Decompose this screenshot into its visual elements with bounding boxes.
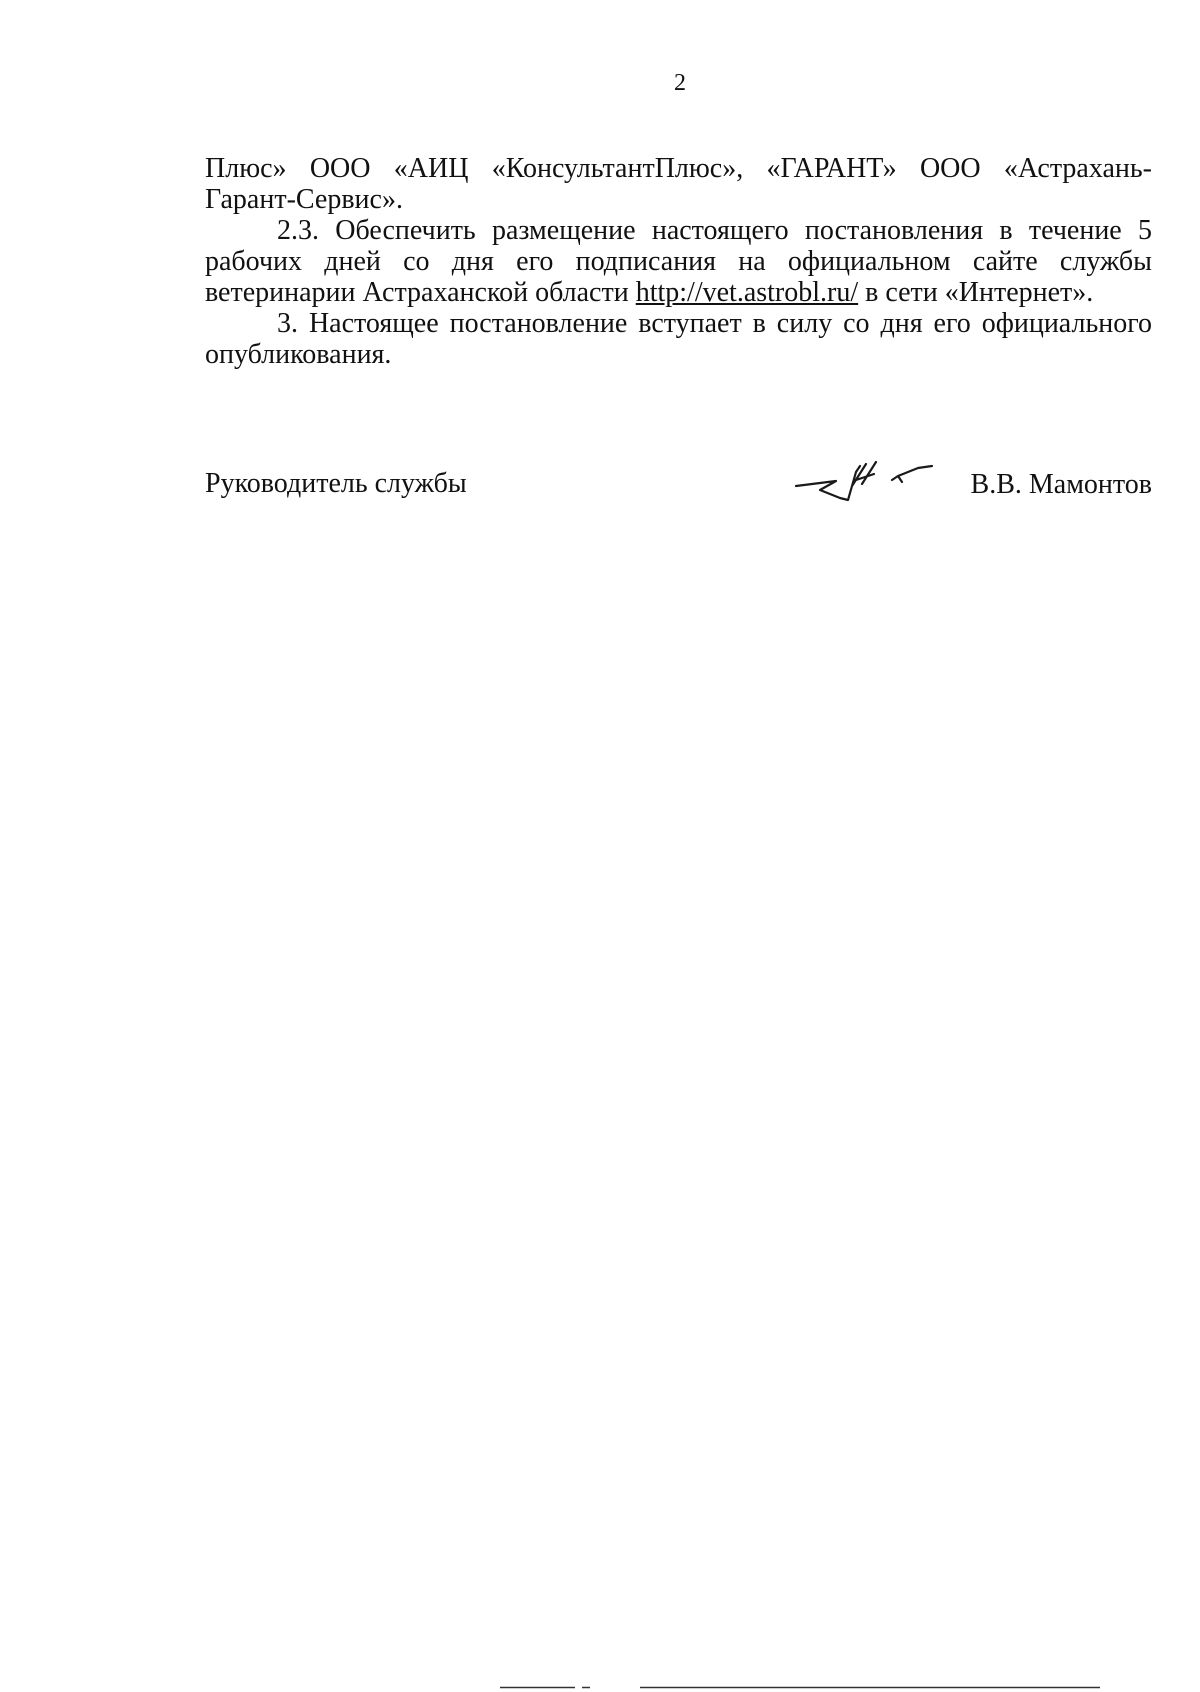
page-number: 2 <box>674 70 686 96</box>
paragraph-text: 2.3. Обеспечить размещение настоящего постановления в течение 5 рабочих дней со дня его подписания на официальном сайте службы ветеринарии Астраханской области <box>205 215 1152 308</box>
footer-rule <box>500 1686 1100 1689</box>
signature-block <box>205 468 1152 508</box>
website-link[interactable]: http://vet.astrobl.ru/ <box>635 277 859 308</box>
paragraph-line: Гарант-Сервис». <box>205 184 403 215</box>
paragraph-2-3 <box>205 215 1152 308</box>
handwritten-signature <box>790 450 940 510</box>
signatory-position: Руководитель службы <box>205 468 467 499</box>
paragraph-text: в сети «Интернет». <box>858 277 1094 308</box>
paragraph-3: 3. Настоящее постановление вступает в силу со дня его официального опубликования. <box>205 308 1152 370</box>
paragraph-line: Плюс» ООО «АИЦ «КонсультантПлюс», «ГАРАНТ» ООО «Астрахань- <box>205 153 1152 184</box>
paragraph-continuation <box>205 153 1152 215</box>
document-body <box>205 153 1152 370</box>
signatory-name: В.В. Мамонтов <box>970 469 1152 500</box>
